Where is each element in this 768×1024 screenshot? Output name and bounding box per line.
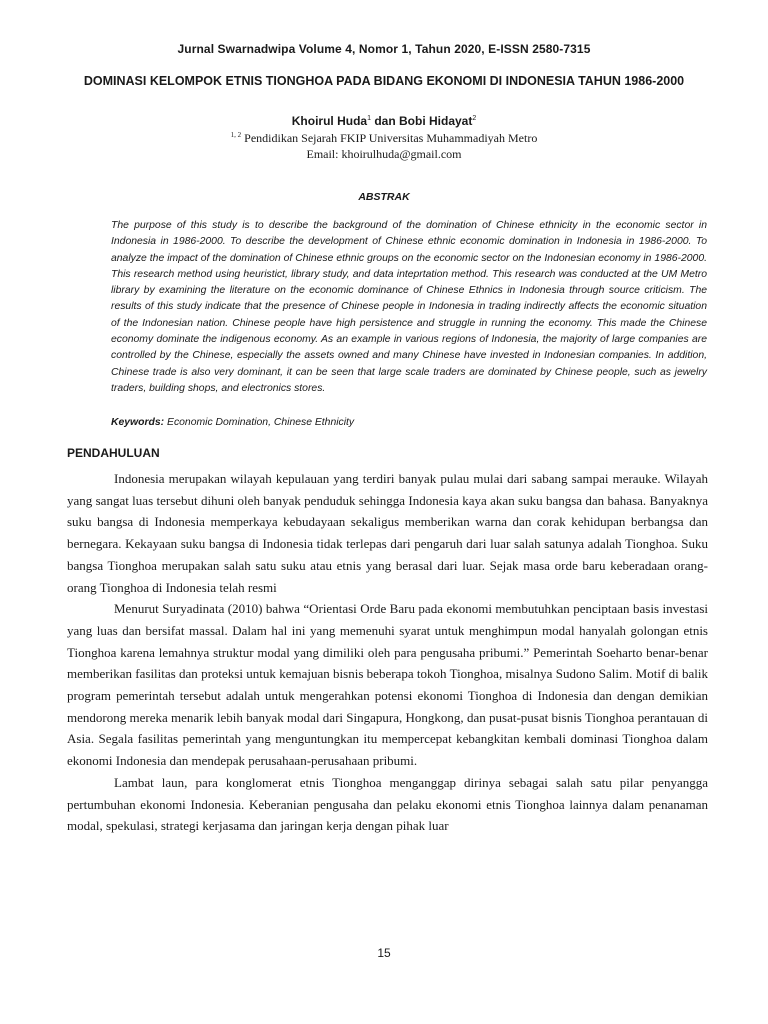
author-1-name: Khoirul Huda — [291, 114, 368, 128]
journal-header: Jurnal Swarnadwipa Volume 4, Nomor 1, Tahun 2020, E-ISSN 2580-7315 — [177, 42, 591, 56]
author-1-superscript: 1 — [367, 115, 371, 122]
affiliation-line — [0, 131, 768, 146]
affiliation-text: Pendidikan Sejarah FKIP Universitas Muhammadiyah Metro — [244, 131, 538, 145]
author-2-superscript: 2 — [472, 115, 477, 122]
paragraph-2: Menurut Suryadinata (2010) bahwa “Orientasi Orde Baru pada ekonomi membutuhkan penciptaan basis investasi yang luas dan bersifat massal. Dalam hal ini yang memenuhi syarat untuk menghimpun modal hanyalah golongan etnis Tionghoa karena lemahnya struktur modal yang dimiliki oleh para pengusaha pribumi.” Pemerintah Soeharto benar-benar memberikan fasilitas dan proteksi untuk kemajuan bisnis beberapa tokoh Tionghoa, misalnya Sudono Salim. Motif di balik program pemerintah tersebut adalah untuk mengerahkan potensi ekonomi Tionghoa di Indonesia dan dengan demikian mendorong mereka menarik lebih banyak modal dari Singapura, Hongkong, dan pusat-pusat bisnis Tionghoa perantauan di Asia. Segala fasilitas pemerintah yang menguntungkan itu mempercepat kebangkitan kembali dominasi Tionghoa dalam ekonomi Indonesia dan mendepak perusahaan-perusahaan pribumi. — [67, 601, 708, 769]
affiliation-superscript: 1, 2 — [230, 131, 242, 139]
keywords-label: Keywords: — [111, 417, 165, 428]
abstract-heading: ABSTRAK — [358, 191, 410, 203]
keywords-text: Economic Domination, Chinese Ethnicity — [164, 417, 355, 428]
author-connector: dan — [370, 114, 399, 128]
author-line — [0, 114, 768, 128]
paragraph-1: Indonesia merupakan wilayah kepulauan yang terdiri banyak pulau mulai dari sabang sampai merauke. Wilayah yang sangat luas tersebut dihuni oleh banyak penduduk sehingga Indonesia kaya akan suku bangsa dan bahasa. Banyaknya suku bangsa di Indonesia memperkaya kebudayaan sekaligus memberikan warna dan corak kehidupan berbangsa dan bernegara. Kekayaan suku bangsa di Indonesia tidak terlepas dari pengaruh dari luar salah satunya adalah Tionghoa. Suku bangsa Tionghoa merupakan salah satu suku atau etnis yang berasal dari luar. Sejak masa orde baru keberadaan orang-orang Tionghoa di Indonesia telah resmi — [67, 471, 708, 595]
paragraph-3: Lambat laun, para konglomerat etnis Tionghoa menganggap dirinya sebagai salah satu pilar penyangga pertumbuhan ekonomi Indonesia. Keberanian pengusaha dan pelaku ekonomi etnis Tionghoa lainnya dalam penanaman modal, spekulasi, strategi kerjasama dan jaringan kerja dengan pihak luar — [67, 774, 708, 834]
page-number: 15 — [377, 946, 391, 960]
body-text — [67, 468, 708, 837]
article-title: DOMINASI KELOMPOK ETNIS TIONGHOA PADA BIDANG EKONOMI DI INDONESIA TAHUN 1986-2000 — [83, 74, 685, 88]
section-heading: PENDAHULUAN — [67, 446, 160, 460]
author-2-name: Bobi Hidayat — [399, 114, 473, 128]
keywords-line — [111, 415, 707, 431]
author-email: Email: khoirulhuda@gmail.com — [306, 147, 462, 161]
abstract-text: The purpose of this study is to describe the background of the domination of Chinese ethnicity in the economic sector in Indonesia in 1986-2000. To describe the development of Chinese ethnic economic domination in Indonesia in 1986-2000. To analyze the impact of the domination of Chinese ethnic groups on the economic sector on the Indonesian economy in 1986-2000. This research method using heuristict, library study, and data inteprtation method. This research was conducted at the UM Metro library by examining the literature on the economic dominance of Chinese Ethnics in Indonesia through source criticism. The results of this study indicate that the presence of Chinese people in Indonesia in trading indirectly affects the economic situation of the Indonesian nation. Chinese people have high persistence and struggle in running the economy. This made the Chinese economy dominate the indigenous economy. As an example in various regions of Indonesia, the majority of large companies are controlled by the Chinese, especially the assets owned and many Chinese have invested in Indonesian companies. In addition, Chinese trade is also very dominant, it can be seen that large scale traders are dominated by Chinese people, such as jewelry traders, building shops, and electronics stores. — [111, 220, 707, 394]
